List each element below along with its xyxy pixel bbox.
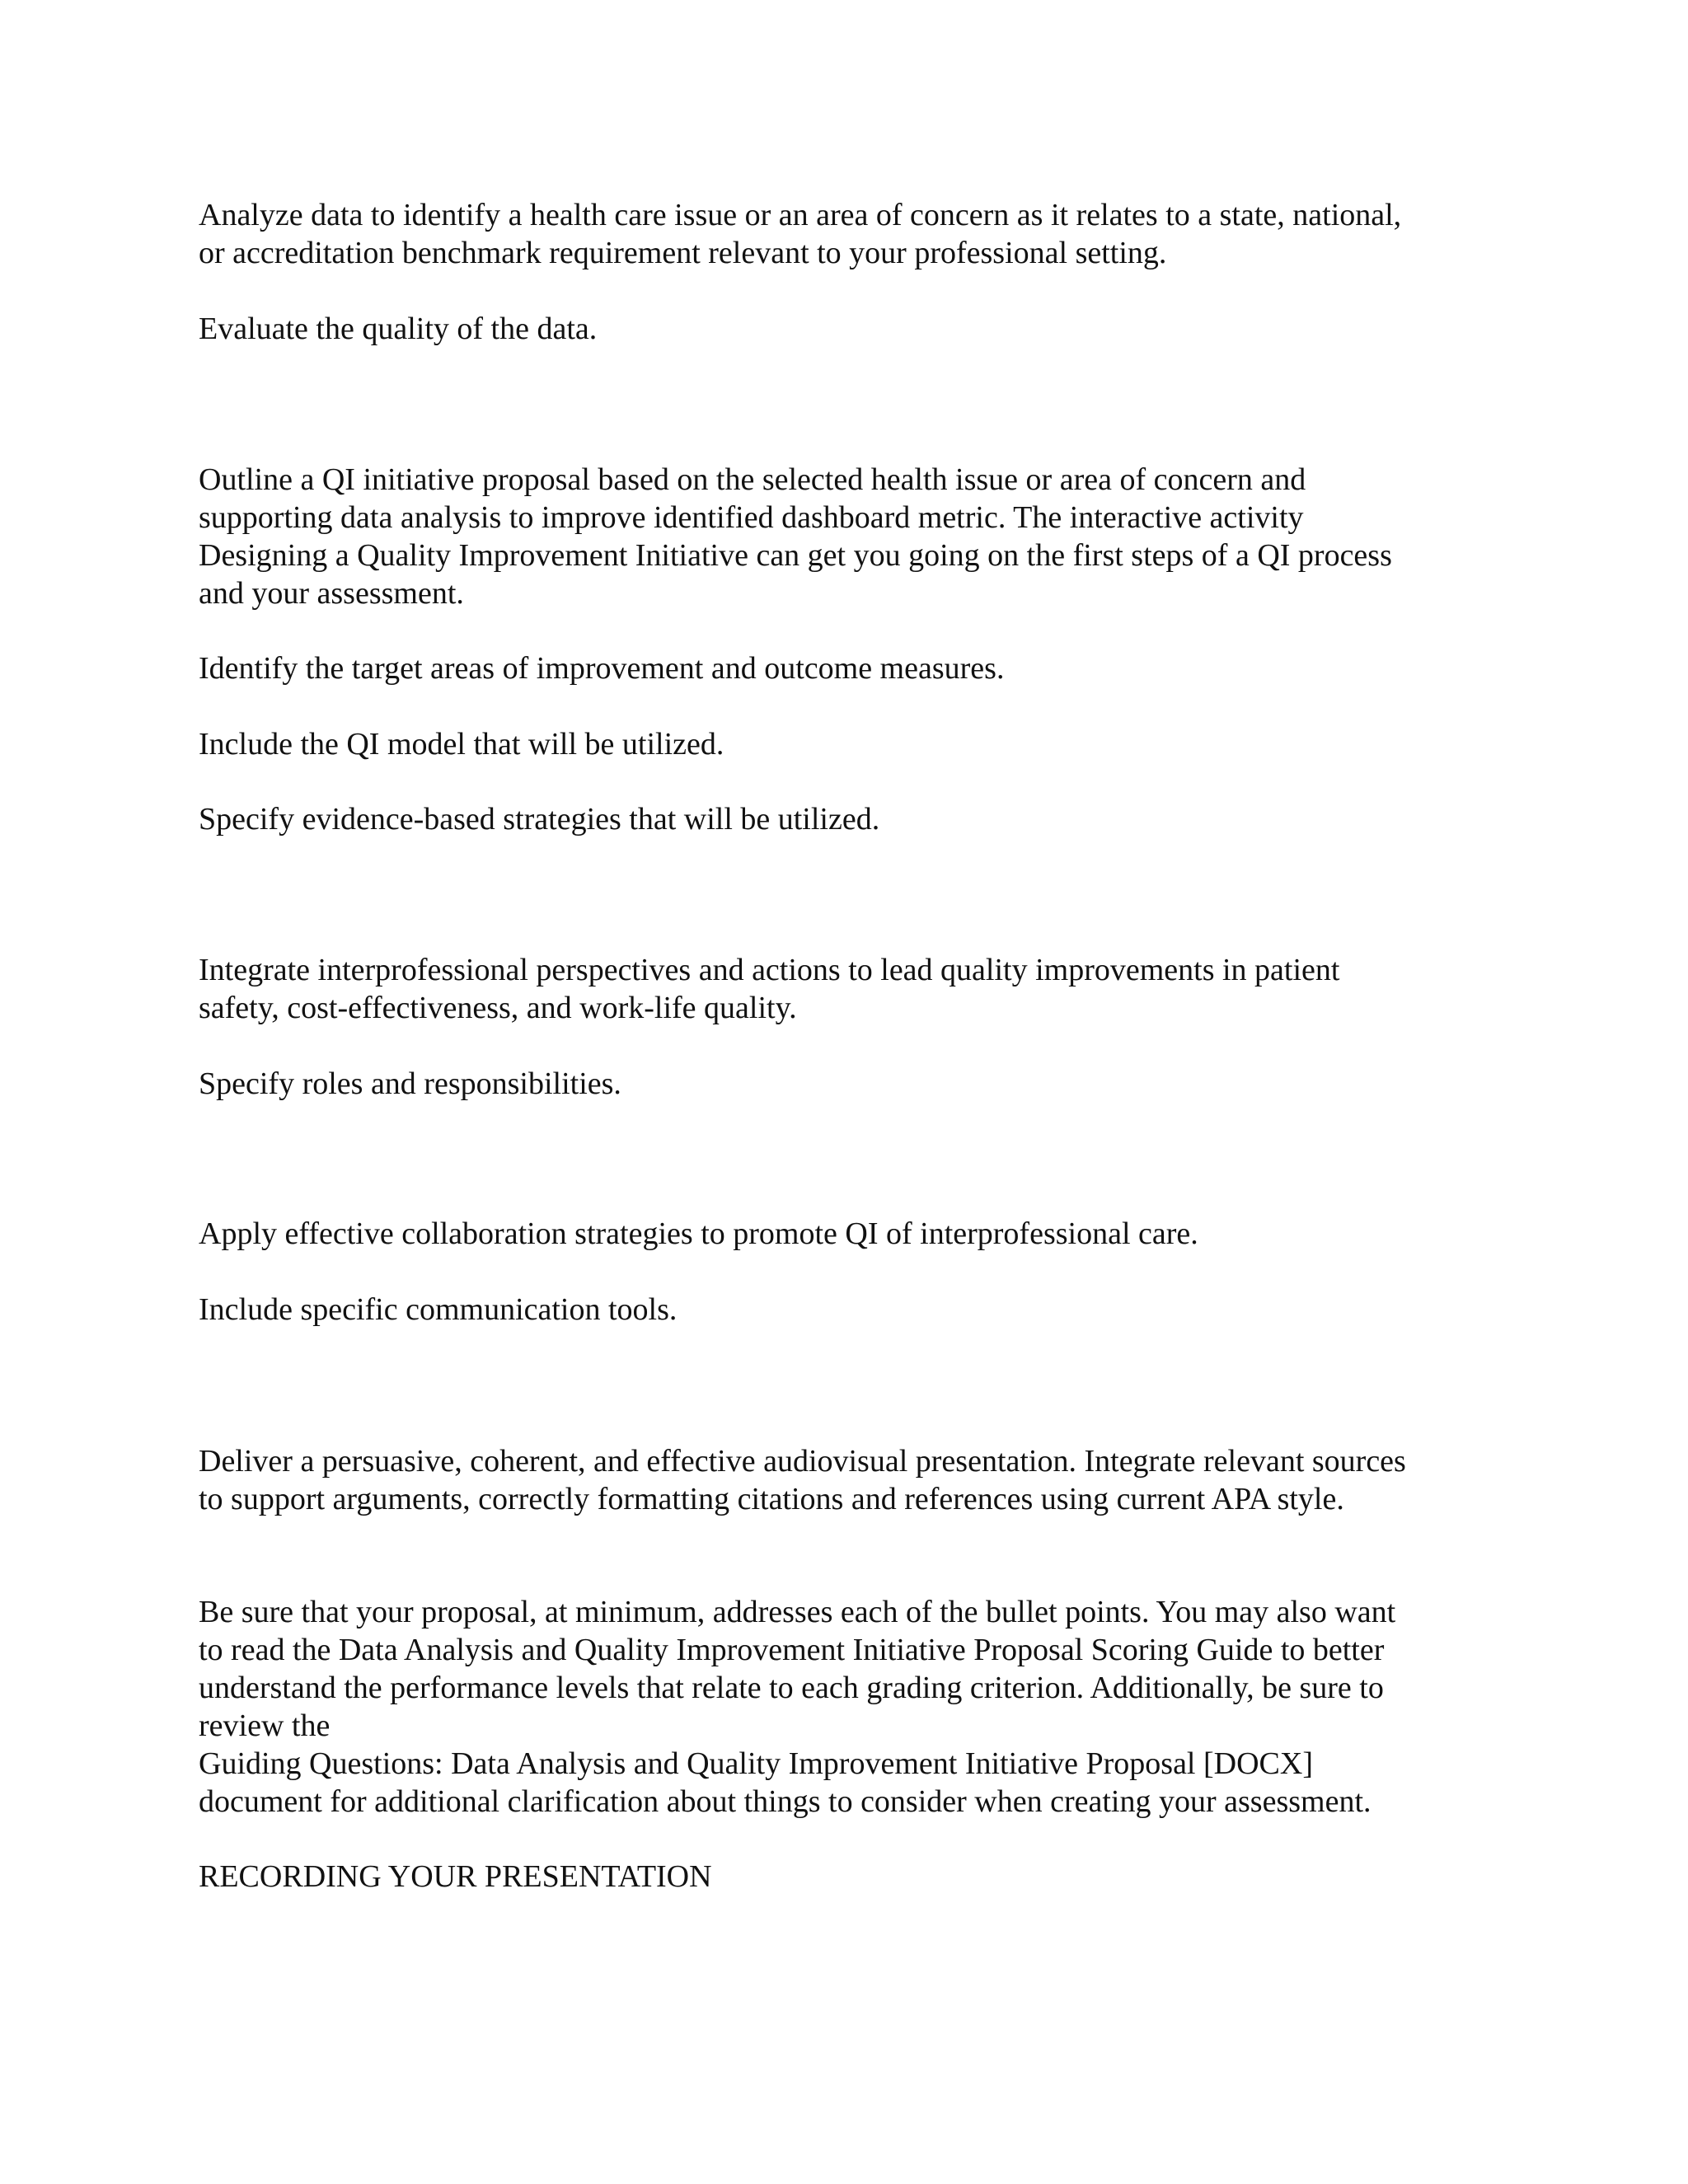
paragraph-line: Include the QI model that will be utilized. <box>199 727 724 762</box>
paragraph-identify-targets <box>199 649 1501 687</box>
paragraph-line: Deliver a persuasive, coherent, and effective audiovisual presentation. Integrate relevant sources <box>199 1444 1406 1479</box>
section-heading-recording <box>199 1858 1501 1896</box>
paragraph-be-sure <box>199 1593 1501 1821</box>
paragraph-deliver-presentation <box>199 1442 1501 1518</box>
paragraph-line: Designing a Quality Improvement Initiative can get you going on the first steps of a QI process <box>199 538 1392 573</box>
paragraph-line: supporting data analysis to improve identified dashboard metric. The interactive activity <box>199 500 1304 535</box>
paragraph-line: document for additional clarification about things to consider when creating your assessment. <box>199 1784 1372 1819</box>
paragraph-line: to support arguments, correctly formatting citations and references using current APA style. <box>199 1482 1344 1516</box>
paragraph-apply-collaboration <box>199 1215 1501 1253</box>
paragraph-line: Guiding Questions: Data Analysis and Quality Improvement Initiative Proposal [DOCX] <box>199 1746 1313 1781</box>
paragraph-outline-proposal <box>199 461 1501 612</box>
paragraph-include-model <box>199 725 1501 763</box>
heading-line: RECORDING YOUR PRESENTATION <box>199 1859 712 1894</box>
paragraph-line: Apply effective collaboration strategies to promote QI of interprofessional care. <box>199 1216 1198 1251</box>
paragraph-line: to read the Data Analysis and Quality Improvement Initiative Proposal Scoring Guide to better <box>199 1633 1385 1667</box>
paragraph-line: Outline a QI initiative proposal based on the selected health issue or area of concern and <box>199 462 1306 497</box>
paragraph-line: Evaluate the quality of the data. <box>199 312 598 346</box>
paragraph-line: Specify roles and responsibilities. <box>199 1066 621 1101</box>
paragraph-specify-strategies <box>199 800 1501 838</box>
paragraph-line: and your assessment. <box>199 576 464 611</box>
paragraph-line: Identify the target areas of improvement and outcome measures. <box>199 651 1005 686</box>
paragraph-integrate-perspectives <box>199 951 1501 1027</box>
paragraph-line: Be sure that your proposal, at minimum, addresses each of the bullet points. You may also want <box>199 1595 1396 1629</box>
paragraph-line: Include specific communication tools. <box>199 1292 678 1327</box>
paragraph-include-tools <box>199 1291 1501 1329</box>
paragraph-line: or accreditation benchmark requirement relevant to your professional setting. <box>199 236 1167 270</box>
paragraph-line: Specify evidence-based strategies that will be utilized. <box>199 802 880 837</box>
paragraph-line: Analyze data to identify a health care issue or an area of concern as it relates to a state, national, <box>199 198 1402 232</box>
paragraph-line: understand the performance levels that relate to each grading criterion. Additionally, be sure to <box>199 1671 1384 1705</box>
paragraph-line: review the <box>199 1708 331 1743</box>
paragraph-line: safety, cost-effectiveness, and work-life quality. <box>199 991 797 1025</box>
paragraph-analyze-data <box>199 196 1501 272</box>
paragraph-evaluate-quality <box>199 310 1501 348</box>
paragraph-specify-roles <box>199 1065 1501 1103</box>
paragraph-line: Integrate interprofessional perspectives and actions to lead quality improvements in patient <box>199 953 1340 987</box>
